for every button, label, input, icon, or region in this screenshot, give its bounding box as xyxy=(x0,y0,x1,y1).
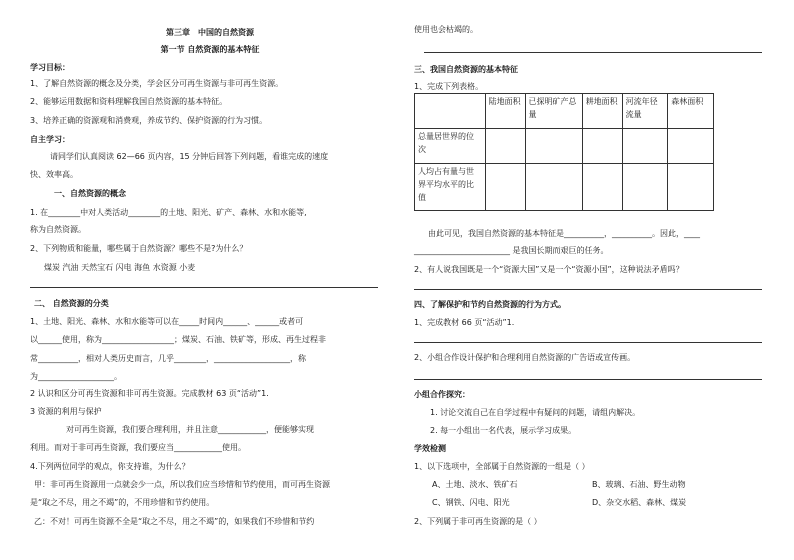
group-item: 1. 讨论交流自己在自学过程中有疑问的问题，请组内解决。 xyxy=(430,408,641,417)
table-cell[interactable] xyxy=(668,129,714,164)
answer-line xyxy=(424,52,762,53)
option-c: C、钢铁、闪电、阳光 xyxy=(432,498,510,507)
table-cell[interactable] xyxy=(582,164,622,211)
goal-item: 2、能够运用数据和资料理解我国自然资源的基本特征。 xyxy=(30,97,228,106)
question-text: 4.下列两位同学的观点，你支持谁，为什么？ xyxy=(30,462,190,471)
question-text: 由此可见，我国自然资源的基本特征是__________，__________。因此，____ xyxy=(428,229,700,238)
item-list: 煤炭 汽油 天然宝石 闪电 海鱼 水资源 小麦 xyxy=(44,263,196,272)
table-header-cell: 耕地面积 xyxy=(582,94,622,129)
table-header-cell: 森林面积 xyxy=(668,94,714,129)
question-text: 利用。而对于非可再生资源，我们要应当____________使用。 xyxy=(30,443,246,452)
section-four-heading: 四、了解保护和节约自然资源的行为方式。 xyxy=(414,300,566,309)
goals-heading: 学习目标： xyxy=(30,63,70,72)
question-text: 2、小组合作设计保护和合理利用自然资源的广告语或宣传画。 xyxy=(414,353,636,362)
left-column xyxy=(30,0,390,560)
question-text: 乙：不对！可再生资源不全是“取之不尽，用之不竭”的，如果我们不珍惜和节约 xyxy=(34,517,315,526)
answer-line xyxy=(414,342,762,343)
table-cell[interactable] xyxy=(485,129,525,164)
right-column xyxy=(414,0,766,560)
table-row xyxy=(415,164,714,211)
table-cell[interactable] xyxy=(525,164,582,211)
group-item: 2. 每一小组出一名代表，展示学习成果。 xyxy=(430,426,577,435)
question-text: ________________________ 是我国长期而艰巨的任务。 xyxy=(414,246,609,255)
answer-line xyxy=(414,379,762,380)
test-question: 2、下列属于非可再生资源的是（ ） xyxy=(414,517,542,526)
question-text: 1. 在________中对人类活动________的土地、阳光、矿产、森林、水和水能等, xyxy=(30,208,307,217)
self-study-text: 请同学们认真阅读 62—66 页内容，15 分钟后回答下列问题，看谁完成的速度 xyxy=(50,152,329,161)
table-row-label: 人均占有量与世界平均水平的比值 xyxy=(415,164,486,211)
goal-item: 3、培养正确的资源观和消费观，养成节约、保护资源的行为习惯。 xyxy=(30,116,268,125)
question-text: 以______使用，称为__________________；煤炭、石油、铁矿等，形成、再生过程非 xyxy=(30,335,326,344)
self-study-heading: 自主学习： xyxy=(30,135,70,144)
question-text: 2、有人说我国既是一个“资源大国”又是一个“资源小国”，这种说法矛盾吗？ xyxy=(414,265,684,274)
group-inquiry-heading: 小组合作探究： xyxy=(414,390,470,399)
table-header-row xyxy=(415,94,714,129)
self-study-text: 快、效率高。 xyxy=(30,170,78,179)
table-cell[interactable] xyxy=(525,129,582,164)
chapter-title: 第三章 中国的自然资源 xyxy=(166,28,254,37)
table-row-label: 总量居世界的位次 xyxy=(415,129,486,164)
option-a: A、土地、淡水、铁矿石 xyxy=(432,480,518,489)
table-header-cell: 已探明矿产总量 xyxy=(525,94,582,129)
resource-table xyxy=(414,93,714,211)
section-one-heading: 一、自然资源的概念 xyxy=(54,189,126,198)
section-title: 第一节 自然资源的基本特征 xyxy=(160,45,260,54)
table-row xyxy=(415,129,714,164)
question-text: 2、下列物质和能量，哪些属于自然资源？哪些不是?为什么？ xyxy=(30,244,248,253)
option-b: B、玻璃、石油、野生动物 xyxy=(592,480,686,489)
goal-item: 1、了解自然资源的概念及分类，学会区分可再生资源与非可再生资源。 xyxy=(30,79,284,88)
question-text: 1、土地、阳光、森林、水和水能等可以在_____时间内______、______或者可 xyxy=(30,317,304,326)
table-header-cell: 河流年径流量 xyxy=(622,94,668,129)
table-cell[interactable] xyxy=(668,164,714,211)
section-two-heading: 二、 自然资源的分类 xyxy=(34,299,109,308)
test-question: 1、以下选项中，全部属于自然资源的一组是（ ） xyxy=(414,462,590,471)
table-cell[interactable] xyxy=(485,164,525,211)
test-heading: 学效检测 xyxy=(414,444,446,453)
question-text: 甲：非可再生资源用一点就会少一点，所以我们应当珍惜和节约使用，而可再生资源 xyxy=(34,480,330,489)
table-cell[interactable] xyxy=(622,164,668,211)
question-text: 对可再生资源，我们要合理利用，并且注意____________，便能够实现 xyxy=(66,425,314,434)
table-cell[interactable] xyxy=(582,129,622,164)
question-text: 称为自然资源。 xyxy=(30,225,86,234)
table-cell[interactable] xyxy=(622,129,668,164)
answer-line xyxy=(414,289,762,290)
question-text: 1、完成下列表格。 xyxy=(414,82,484,91)
table-corner-cell xyxy=(415,94,486,129)
table-header-cell: 陆地面积 xyxy=(485,94,525,129)
question-text: 2 认识和区分可再生资源和非可再生资源。完成教材 63 页“活动”1. xyxy=(30,389,269,398)
question-text: 3 资源的利用与保护 xyxy=(30,407,102,416)
question-text: 1、完成教材 66 页“活动”1. xyxy=(414,318,515,327)
answer-line xyxy=(30,287,378,288)
section-three-heading: 三、我国自然资源的基本特征 xyxy=(414,65,518,74)
question-text: 是“取之不尽，用之不竭”的，不用珍惜和节约使用。 xyxy=(30,498,215,507)
continued-text: 使用也会枯竭的。 xyxy=(414,25,478,34)
option-d: D、杂交水稻、森林、煤炭 xyxy=(592,498,687,507)
question-text: 常__________，相对人类历史而言，几乎________，___________________，称 xyxy=(30,354,306,363)
question-text: 为___________________。 xyxy=(30,372,122,381)
